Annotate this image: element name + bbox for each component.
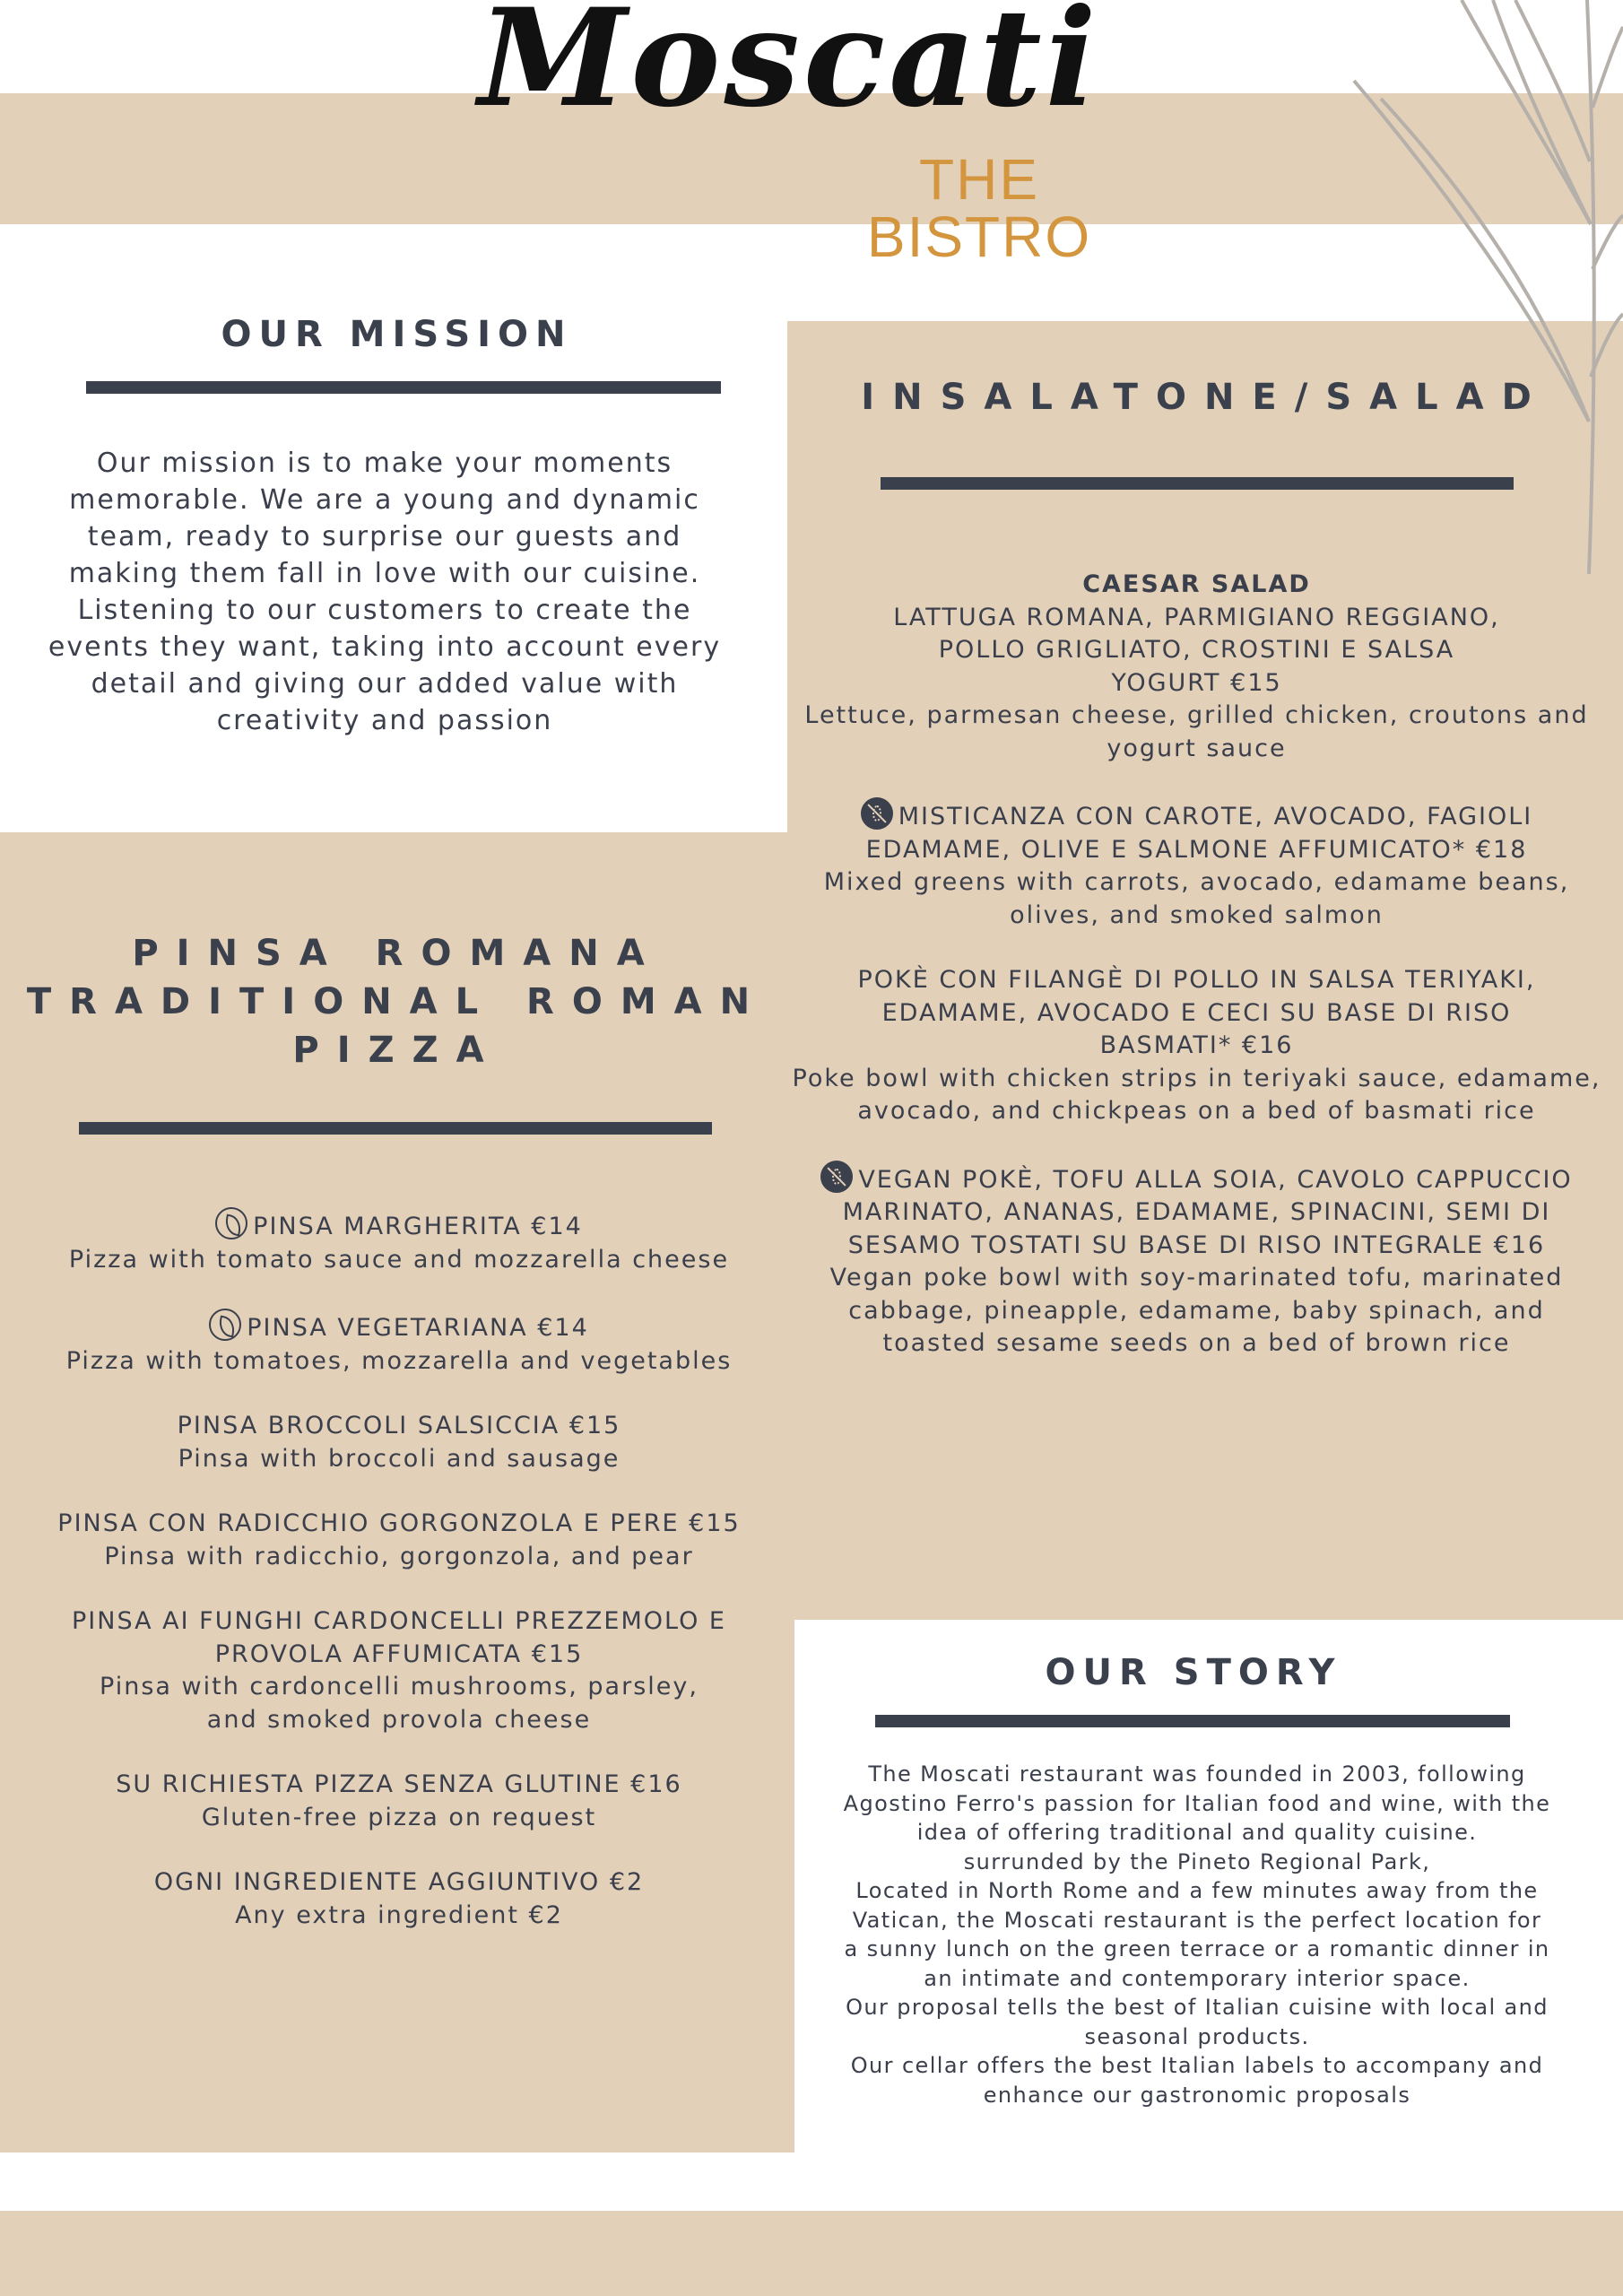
mission-divider (86, 381, 721, 394)
item-english: Pizza with tomato sauce and mozzarella cheese (68, 1245, 730, 1274)
menu-item (791, 964, 1602, 1128)
story-paragraph: Our proposal tells the best of Italian cuisine with local and seasonal products. (846, 1995, 1549, 2049)
story-title: OUR STORY (1045, 1652, 1342, 1693)
item-italian: PINSA BROCCOLI SALSICCIA €15 (177, 1412, 621, 1439)
pinsa-list (27, 1207, 771, 1964)
gluten-free-icon (861, 797, 893, 830)
item-italian: PINSA MARGHERITA €14 (253, 1213, 583, 1240)
menu-item (27, 1769, 771, 1834)
story-paragraph: The Moscati restaurant was founded in 2003, following Agostino Ferro's passion for Italian food and wine, with the idea of offering traditional and quality cuisine. (843, 1761, 1551, 1845)
salad-divider (881, 477, 1514, 490)
item-english: Lettuce, parmesan cheese, grilled chicken, croutons and yogurt sauce (804, 701, 1589, 762)
story-text (843, 1760, 1551, 2109)
item-english: Mixed greens with carrots, avocado, edamame beans, olives, and smoked salmon (823, 868, 1570, 929)
item-italian: LATTUGA ROMANA, PARMIGIANO REGGIANO, POLLO GRIGLIATO, CROSTINI E SALSA YOGURT €15 (893, 603, 1500, 697)
story-paragraph: Our cellar offers the best Italian labels to accompany and enhance our gastronomic proposals (850, 2053, 1544, 2108)
item-italian: OGNI INGREDIENTE AGGIUNTIVO €2 (153, 1868, 645, 1896)
pinsa-title-line: PIZZA (292, 1030, 502, 1071)
menu-item (27, 1605, 771, 1736)
menu-item (27, 1410, 771, 1475)
item-italian-row (27, 1207, 771, 1244)
item-english: Poke bowl with chicken strips in teriyaki sauce, edamame, avocado, and chickpeas on a bed of basmati rice (792, 1064, 1601, 1125)
item-italian: VEGAN POKÈ, TOFU ALLA SOIA, CAVOLO CAPPUCCIO MARINATO, ANANAS, EDAMAME, SPINACINI, SEMI DI SESAMO TOSTATI SU BASE DI RISO INTEGRALE €16 (842, 1165, 1573, 1259)
salad-list (791, 569, 1602, 1393)
story-paragraph: Located in North Rome and a few minutes away from the Vatican, the Moscati restaurant is the perfect location for a sunny lunch on the green terrace or a romantic dinner in an intimate and contemporary interior space. (844, 1878, 1550, 1991)
pinsa-title (0, 929, 794, 1074)
pinsa-title-line: TRADITIONAL ROMAN (26, 981, 768, 1022)
menu-item (27, 1866, 771, 1932)
olive-branch-icon (1327, 0, 1623, 583)
item-italian: PINSA VEGETARIANA €14 (247, 1314, 589, 1342)
menu-item (791, 1161, 1602, 1361)
item-italian: POKÈ CON FILANGÈ DI POLLO IN SALSA TERIYAKI, EDAMAME, AVOCADO E CECI SU BASE DI RISO BASMATI* €16 (857, 966, 1536, 1059)
item-italian-row (791, 1161, 1602, 1263)
footer-band (0, 2211, 1623, 2296)
menu-item (791, 797, 1602, 932)
item-italian: MISTICANZA CON CAROTE, AVOCADO, FAGIOLI EDAMAME, OLIVE E SALMONE AFFUMICATO* €18 (865, 803, 1533, 864)
story-divider (875, 1715, 1510, 1727)
pinsa-divider (79, 1122, 712, 1135)
menu-item (27, 1207, 771, 1276)
mission-title: OUR MISSION (221, 314, 573, 355)
vegetarian-leaf-icon (209, 1309, 241, 1341)
menu-item (791, 569, 1602, 765)
item-english: Pinsa with broccoli and sausage (178, 1444, 621, 1473)
logo-subtitle: THE BISTRO (866, 147, 1092, 269)
item-english: Gluten-free pizza on request (201, 1803, 597, 1831)
story-paragraph: surrunded by the Pineto Regional Park, (963, 1848, 1431, 1874)
item-english: Any extra ingredient €2 (235, 1900, 563, 1929)
item-italian-row (791, 797, 1602, 866)
gluten-free-icon (820, 1161, 853, 1193)
menu-item (27, 1309, 771, 1378)
item-italian: PINSA AI FUNGHI CARDONCELLI PREZZEMOLO E PROVOLA AFFUMICATA €15 (72, 1607, 726, 1668)
item-english: Vegan poke bowl with soy-marinated tofu, marinated cabbage, pineapple, edamame, baby spinach, and toasted sesame seeds on a bed of brown rice (829, 1264, 1564, 1357)
item-english: Pinsa with cardoncelli mushrooms, parsley, and smoked provola cheese (100, 1673, 699, 1734)
mission-text: Our mission is to make your moments memorable. We are a young and dynamic team, ready to surprise our guests and making them fall in love with our cuisine. Listening to our customers to create the events they want, taking into account every detail and giving our added value with creativity and passion (48, 448, 722, 736)
logo-script: Moscati (478, 0, 1100, 137)
item-name: CAESAR SALAD (1082, 570, 1311, 598)
vegetarian-leaf-icon (215, 1207, 247, 1239)
item-italian-row (27, 1309, 771, 1345)
item-english: Pinsa with radicchio, gorgonzola, and pear (104, 1542, 694, 1570)
item-english: Pizza with tomatoes, mozzarella and vegetables (65, 1346, 733, 1375)
salad-title: INSALATONE/SALAD (861, 377, 1549, 418)
item-italian: SU RICHIESTA PIZZA SENZA GLUTINE €16 (116, 1770, 682, 1798)
menu-item (27, 1508, 771, 1573)
pinsa-title-line: PINSA ROMANA (132, 933, 663, 974)
item-italian: PINSA CON RADICCHIO GORGONZOLA E PERE €15 (57, 1509, 741, 1537)
